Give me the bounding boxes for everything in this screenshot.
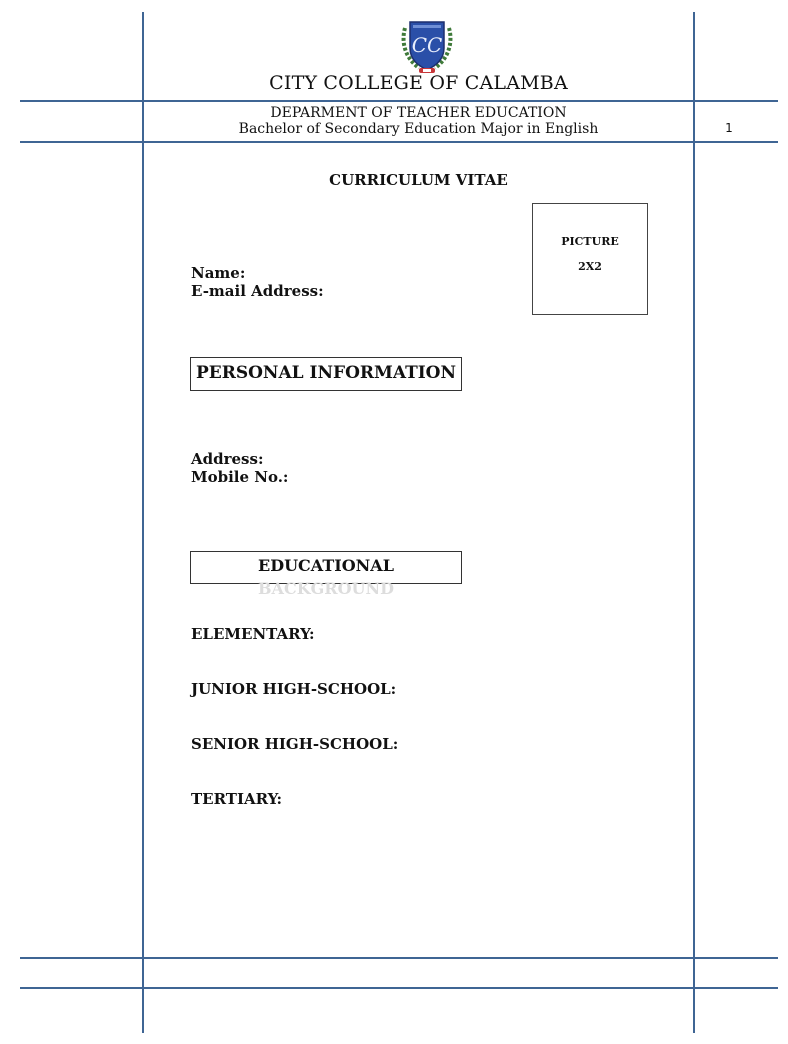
program-name: Bachelor of Secondary Education Major in English — [238, 121, 599, 137]
left-margin-line — [142, 12, 144, 1033]
college-name: CITY COLLEGE OF CALAMBA — [269, 72, 568, 94]
mobile-label: Mobile No.: — [191, 468, 289, 486]
personal-information-heading: PERSONAL INFORMATION — [190, 357, 462, 391]
name-label: Name: — [191, 264, 246, 282]
senior-high-label: SENIOR HIGH-SCHOOL: — [191, 735, 399, 753]
picture-label: PICTURE — [561, 235, 619, 248]
education-heading-line2: BACKGROUND — [258, 579, 394, 598]
email-label: E-mail Address: — [191, 282, 324, 300]
picture-size-label: 2X2 — [578, 260, 602, 273]
education-heading-line1: EDUCATIONAL — [258, 556, 394, 575]
junior-high-label: JUNIOR HIGH-SCHOOL: — [191, 680, 397, 698]
department-name: DEPARMENT OF TEACHER EDUCATION — [270, 105, 567, 121]
header-top-rule — [20, 100, 778, 102]
page-number: 1 — [725, 121, 733, 135]
tertiary-label: TERTIARY: — [191, 790, 283, 808]
footer-bottom-rule — [20, 987, 778, 989]
document-title: CURRICULUM VITAE — [329, 171, 508, 189]
elementary-label: ELEMENTARY: — [191, 625, 315, 643]
educational-background-heading — [190, 551, 462, 598]
svg-text:CC: CC — [411, 33, 443, 57]
picture-placeholder-box — [532, 203, 648, 315]
header-bottom-rule — [20, 141, 778, 143]
college-seal-logo — [399, 18, 455, 74]
address-label: Address: — [191, 450, 264, 468]
footer-top-rule — [20, 957, 778, 959]
right-margin-line — [693, 12, 695, 1033]
